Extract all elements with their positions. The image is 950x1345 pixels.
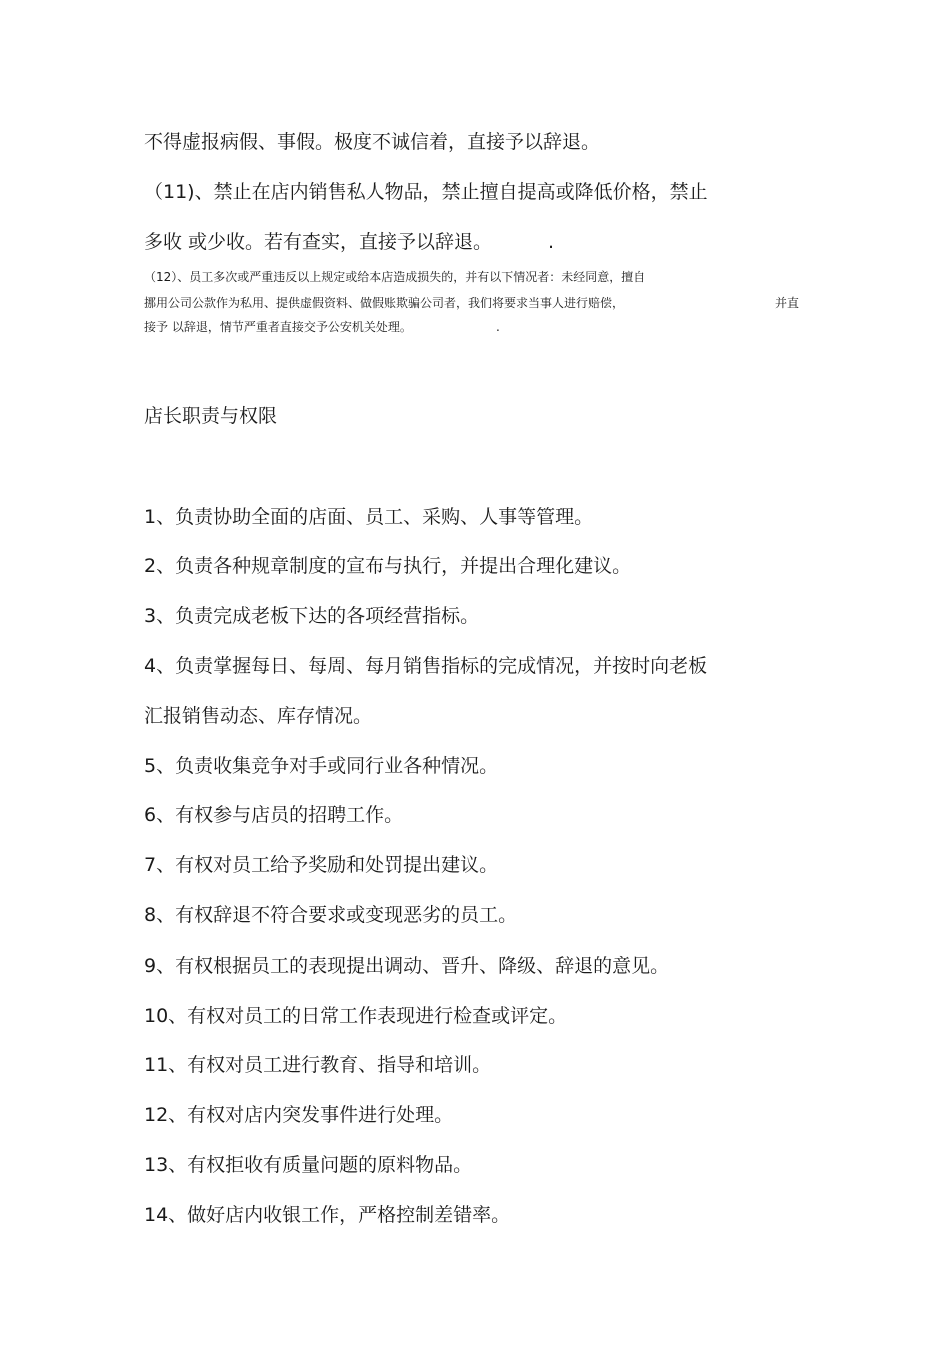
rule-12-line-3: 接予 以辞退，情节严重者直接交予公安机关处理。 xyxy=(144,320,412,334)
duty-item: 13、有权拒收有质量问题的原料物品。 xyxy=(144,1154,473,1176)
duty-item: 3、负责完成老板下达的各项经营指标。 xyxy=(144,605,480,627)
rule-12-line-2: 挪用公司公款作为私用、提供虚假资料、做假账欺骗公司者，我们将要求当事人进行赔偿， xyxy=(144,296,625,310)
rule-11-trailing-dot: . xyxy=(548,231,555,253)
duty-item: 6、有权参与店员的招聘工作。 xyxy=(144,804,404,826)
duty-item-continuation: 汇报销售动态、库存情况。 xyxy=(144,705,373,727)
rule-11-line-2: 多收 或少收。若有查实，直接予以辞退。 xyxy=(144,231,493,253)
duty-item: 1、负责协助全面的店面、员工、采购、人事等管理。 xyxy=(144,506,594,528)
duty-item: 8、有权辞退不符合要求或变现恶劣的员工。 xyxy=(144,904,518,926)
rule-12-line-1: （12）、员工多次或严重违反以上规定或给本店造成损失的，并有以下情况者：未经同意，擅自 xyxy=(144,270,646,284)
continuation-line-1: 不得虚报病假、事假。极度不诚信着，直接予以辞退。 xyxy=(144,131,601,153)
duty-item: 4、负责掌握每日、每周、每月销售指标的完成情况，并按时向老板 xyxy=(144,655,708,677)
duty-item: 11、有权对员工进行教育、指导和培训。 xyxy=(144,1054,492,1076)
duty-item: 7、有权对员工给予奖励和处罚提出建议。 xyxy=(144,854,499,876)
rule-11-line-1: （11)、禁止在店内销售私人物品，禁止擅自提高或降低价格，禁止 xyxy=(144,181,708,203)
rule-12-trailing-dot: . xyxy=(496,320,500,334)
duty-item: 12、有权对店内突发事件进行处理。 xyxy=(144,1104,454,1126)
duty-item: 2、负责各种规章制度的宣布与执行，并提出合理化建议。 xyxy=(144,555,632,577)
duty-item: 5、负责收集竞争对手或同行业各种情况。 xyxy=(144,755,499,777)
rule-12-line-2-tail: 并直 xyxy=(775,296,800,310)
duty-item: 9、有权根据员工的表现提出调动、晋升、降级、辞退的意见。 xyxy=(144,955,670,977)
section-title: 店长职责与权限 xyxy=(144,405,278,427)
duty-item: 10、有权对员工的日常工作表现进行检查或评定。 xyxy=(144,1005,568,1027)
duty-item: 14、做好店内收银工作，严格控制差错率。 xyxy=(144,1204,511,1226)
